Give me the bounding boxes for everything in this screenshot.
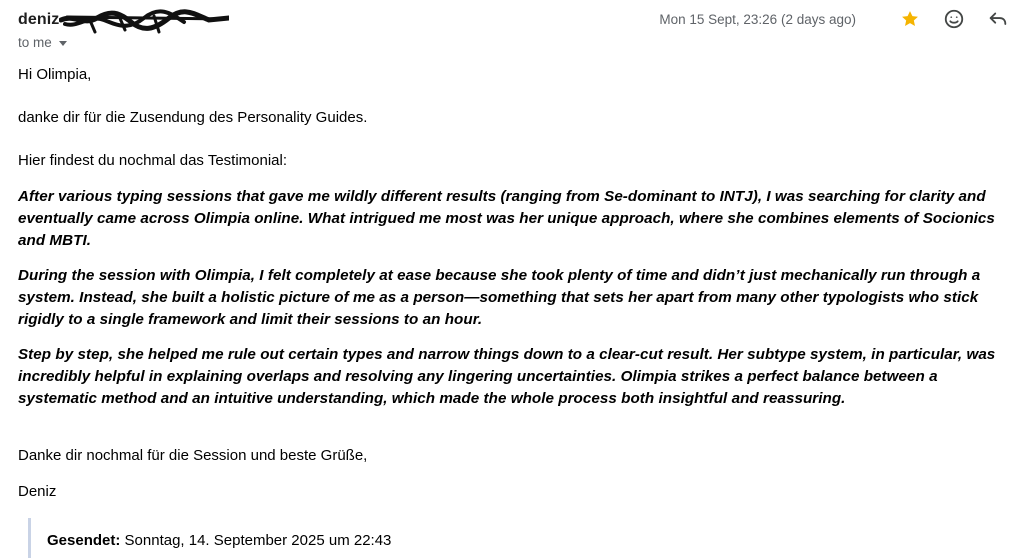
- recipient-row[interactable]: [18, 35, 67, 50]
- signature: Deniz: [18, 483, 57, 500]
- greeting: Hi Olimpia,: [18, 66, 92, 83]
- testimonial-paragraph: After various typing sessions that gave me wildly different results (ranging from Se-dominant to INTJ), I was searching for clarity and eventually came across Olimpia online. What intrigued me most was her unique approach, where she combines elements of Socionics and MBTI.: [18, 188, 995, 249]
- sender-name[interactable]: deniz: [18, 11, 60, 28]
- recipient-label: to me: [18, 35, 52, 50]
- closing-line: Danke dir nochmal für die Session und beste Grüße,: [18, 447, 368, 464]
- testimonial-paragraph: Step by step, she helped me rule out certain types and narrow things down to a clear-cut result. Her subtype system, in particular, was incredibly helpful in explaining overlaps and resolving any lingering uncertainties. Olimpia strikes a perfect balance between a systematic method and an intuitive understanding, which made the whole process both insightful and reassuring.: [18, 346, 996, 407]
- redacted-scribble: [63, 9, 193, 31]
- intro-line: Hier findest du nochmal das Testimonial:: [18, 152, 288, 169]
- quoted-message: [28, 518, 644, 558]
- emoji-icon[interactable]: [942, 7, 966, 31]
- sender-row: [18, 9, 193, 31]
- thanks-line: danke dir für die Zusendung des Personality Guides.: [18, 109, 368, 126]
- star-icon[interactable]: [898, 7, 922, 31]
- message-meta: [659, 7, 1010, 31]
- quoted-sent-line: [47, 532, 391, 549]
- reply-icon[interactable]: [986, 7, 1010, 31]
- chevron-down-icon[interactable]: [59, 41, 67, 46]
- message-date: Mon 15 Sept, 23:26 (2 days ago): [659, 11, 856, 27]
- message-header: [18, 0, 1024, 56]
- testimonial-paragraph: During the session with Olimpia, I felt completely at ease because she took plenty of time and didn’t just mechanically run through a system. Instead, she built a holistic picture of me as a person—something that sets her apart from many other typologists who stick rigidly to a single framework and limit their sessions to an hour.: [18, 267, 981, 328]
- sent-label: Gesendet:: [47, 532, 121, 549]
- sent-value: Sonntag, 14. September 2025 um 22:43: [124, 532, 392, 549]
